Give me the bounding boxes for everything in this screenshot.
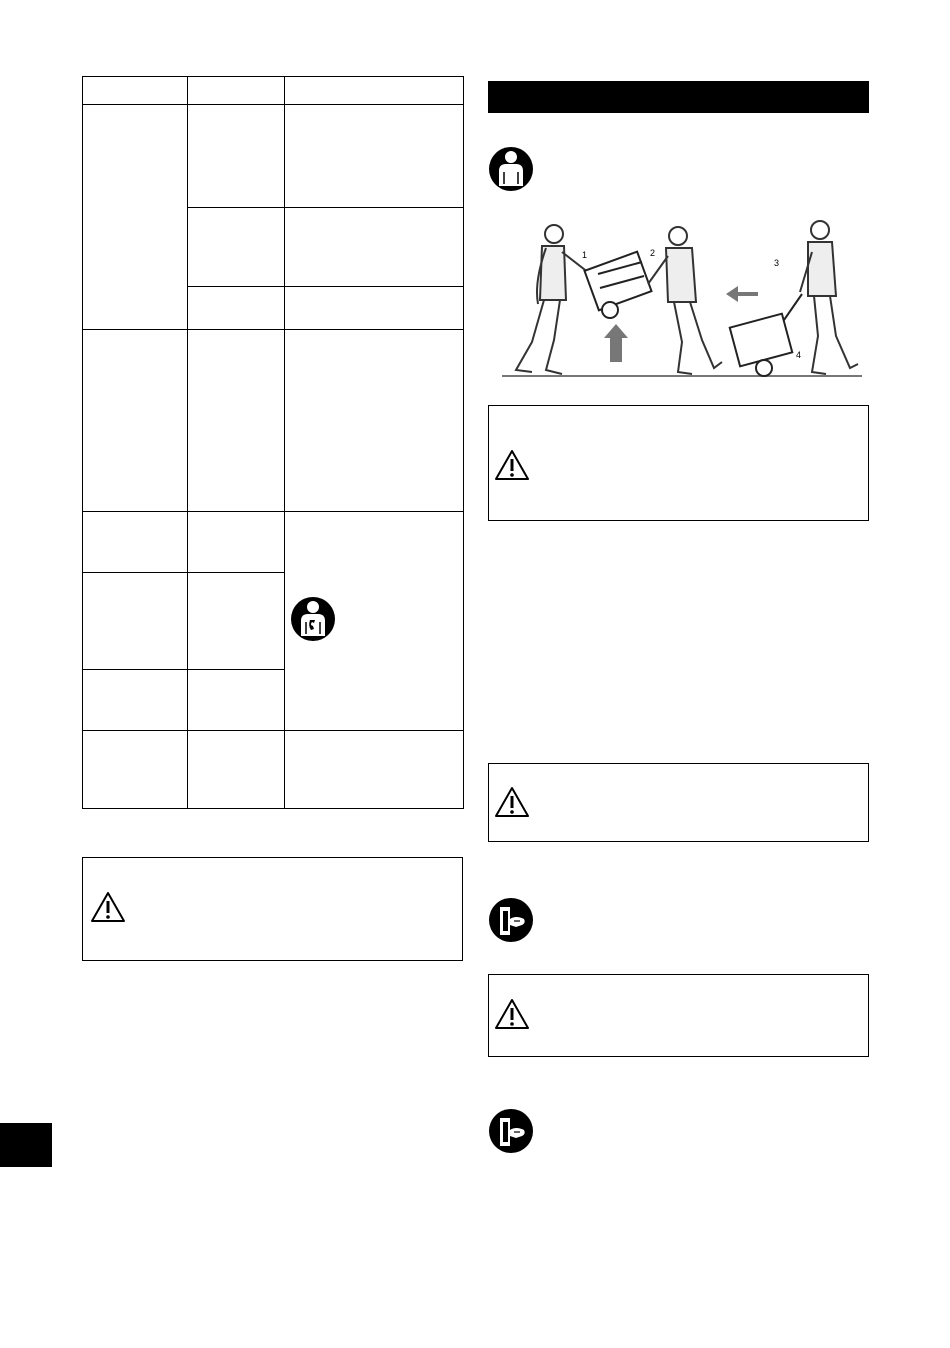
warning-triangle-icon: [90, 891, 126, 923]
service-person-phone-icon: [290, 596, 336, 642]
callout-2: 2: [650, 248, 656, 258]
two-person-lift-and-wheel-illustration: [502, 212, 862, 388]
warning-triangle-icon: [494, 449, 530, 481]
warning-triangle-icon: [494, 786, 530, 818]
left-warning-box: [82, 857, 463, 961]
read-manual-icon: [488, 1108, 534, 1154]
callout-1: 1: [582, 250, 588, 260]
person-icon: [488, 146, 534, 192]
troubleshooting-table: [82, 76, 464, 809]
warning-box-2: [488, 763, 869, 842]
warning-triangle-icon: [494, 998, 530, 1030]
callout-4: 4: [796, 350, 802, 360]
page-tab: [0, 1123, 52, 1167]
table-header-remedy: [188, 77, 284, 104]
table-header-cause: [83, 77, 187, 104]
warning-box-3: [488, 974, 869, 1057]
read-manual-icon: [488, 897, 534, 943]
table-header-note: [285, 77, 463, 104]
warning-box-1: [488, 405, 869, 521]
callout-3: 3: [774, 258, 780, 268]
section-title-bar: [488, 81, 869, 113]
